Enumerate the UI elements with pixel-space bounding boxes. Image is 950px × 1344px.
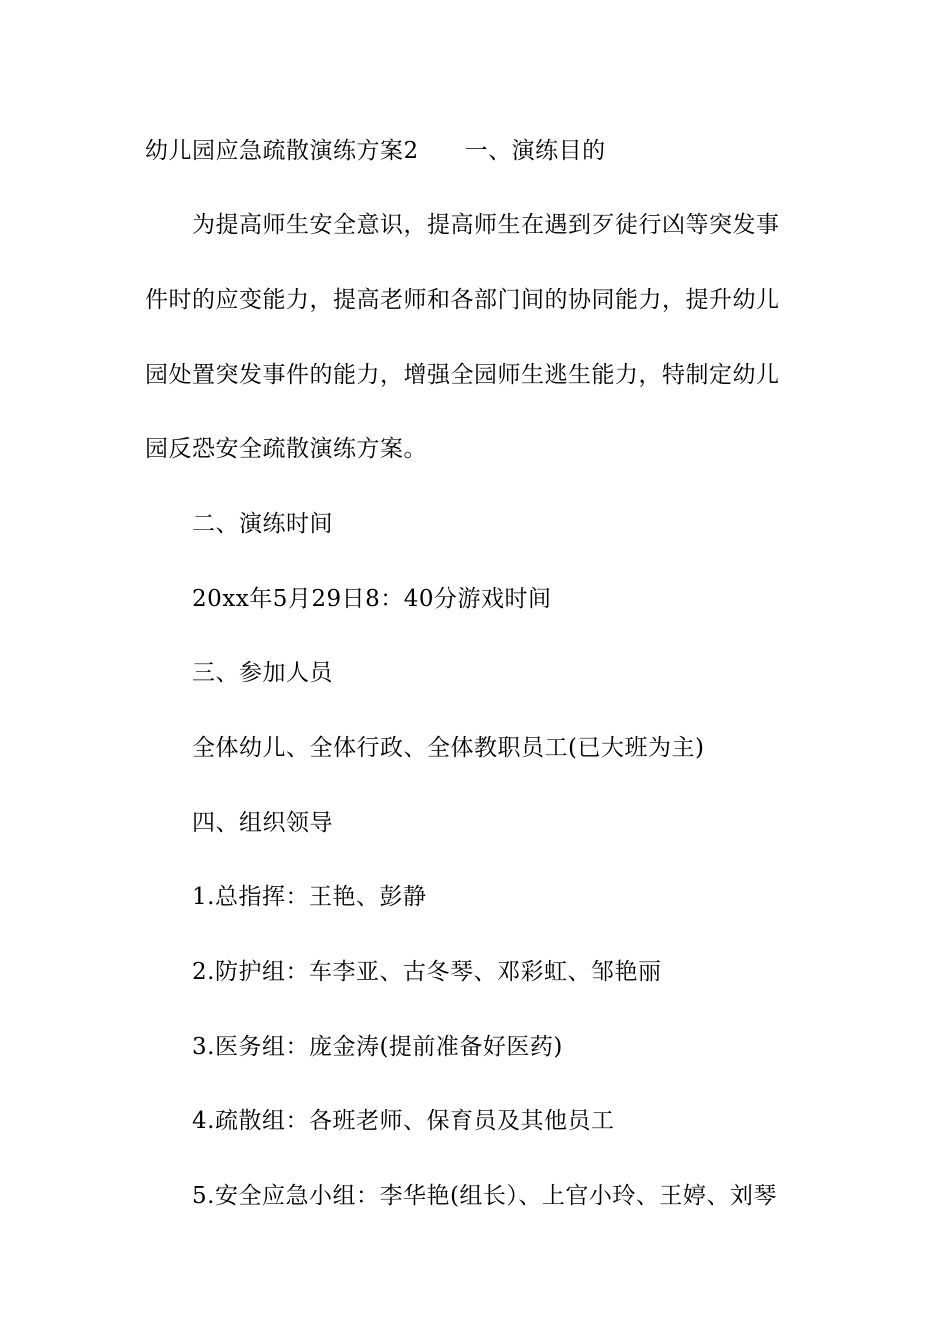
org-item-1: 1.总指挥：王艳、彭静 [192, 884, 427, 910]
purpose-line-3: 园处置突发事件的能力，增强全园师生逃生能力，特制定幼儿 [145, 362, 780, 388]
org-item-4: 4.疏散组：各班老师、保育员及其他员工 [192, 1108, 615, 1134]
org-item-5: 5.安全应急小组：李华艳(组长）、上官小玲、王婷、刘琴 [192, 1183, 777, 1209]
section-heading-time: 二、演练时间 [192, 511, 333, 537]
document-title: 幼儿园应急疏散演练方案2 [145, 138, 419, 164]
org-item-2: 2.防护组：车李亚、古冬琴、邓彩虹、邹艳丽 [192, 959, 662, 985]
org-item-3: 3.医务组：庞金涛(提前准备好医药) [192, 1034, 563, 1060]
participants-text: 全体幼儿、全体行政、全体教职员工(已大班为主) [192, 735, 705, 761]
title-line [145, 136, 606, 166]
section-heading-purpose: 一、演练目的 [464, 138, 606, 164]
time-text: 20xx年5月29日8：40分游戏时间 [192, 586, 552, 612]
section-heading-participants: 三、参加人员 [192, 660, 333, 686]
purpose-line-4: 园反恐安全疏散演练方案。 [145, 436, 427, 462]
purpose-line-1: 为提高师生安全意识，提高师生在遇到歹徒行凶等突发事 [192, 212, 780, 238]
purpose-line-2: 件时的应变能力，提高老师和各部门间的协同能力，提升幼儿 [145, 287, 780, 313]
section-heading-organization: 四、组织领导 [192, 810, 333, 836]
